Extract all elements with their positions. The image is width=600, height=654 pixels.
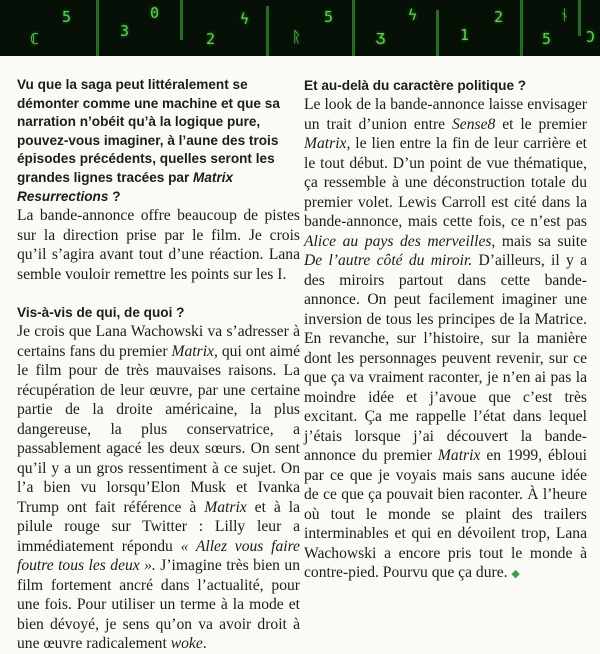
banner-glyph: 5 [324,8,334,26]
banner-glyph: 1 [460,26,470,44]
banner-glyph: ℂ [30,30,40,48]
banner-glyph: ϟ [408,6,418,24]
banner-glyph: 2 [206,30,216,48]
banner-glyph: 3 [120,22,130,40]
banner-glyph: ϟ [240,10,250,28]
banner-glyph: Ɔ [586,28,596,46]
interview-answer: La bande-annonce offre beaucoup de pistes sur la direction prise par le film. Je crois qu’il s’agira avant tout d’une réaction. Lana semble vouloir remettre les points sur les I. [17,207,300,283]
banner-glyph: 0 [150,4,160,22]
banner-glyph: 5 [542,30,552,48]
banner-glyph: Ʒ [376,30,386,48]
banner-glyph: ᚾ [560,6,570,24]
banner-glyph: 5 [62,8,72,26]
banner-glyph: ᚱ [292,28,302,46]
section-heading: Vis-à-vis de qui, de quoi ? [17,305,185,321]
banner-glyph: 2 [494,8,504,26]
matrix-code-banner [0,0,600,56]
section-heading: Et au-delà du caractère politique ? [304,78,527,93]
section-body: Je crois que Lana Wachowski va s’adresser à certains fans du premier Matrix, qui ont aimé le film pour de très mauvaises raisons. La récupération de leur œuvre, par une certaine partie de la droite américaine, la plus dangereuse, la plus conservatrice, a passablement agacé les deux sœurs. On sent qu’il y a un gros ressentiment à ce sujet. On l’a bien vu lorsqu’Elon Musk et Ivanka Trump ont fait référence à Matrix et à la pilule rouge sur Twitter : Lilly leur a immédiatement répondu « Allez vous faire foutre tous les deux ». J’imagine très bien un film fortement ancré dans l’actualité, pour une fois. Pour utiliser un terme à la mode et bien dévoyé, je sens qu’on va avoir droit à une œuvre radicalement woke. [17,323,301,653]
left-column [17,76,300,654]
right-column [304,76,587,585]
section-body: Le look de la bande-annonce laisse envisager un trait d’union entre Sense8 et le premier Matrix, le lien entre la fin de leur carrière et le tout début. D’un point de vue thématique, ça ressemble à une déconstruction totale du premier volet. Lewis Carroll est cité dans la bande-annonce, mais cette fois, ce n’est pas Alice au pays des merveilles, mais sa suite De l’autre côté du miroir. D’ailleurs, il y a des miroirs partout dans cette bande-annonce. On peut facilement imaginer une inversion de tous les principes de la Matrice. En revanche, sur l’histoire, sur la manière dont les personnages peuvent revenir, sur ce que ça va vraiment raconter, je n’en ai pas la moindre idée et j’avoue que c’est très excitant. Ça me rappelle l’état dans lequel j’étais lorsque j’ai découvert la bande-annonce du premier Matrix en 1999, ébloui par ce que je voyais mais sans aucune idée de ce que ça pouvait bien raconter. À l’heure où tout le monde se plaint des trailers interminables et qui en dévoilent trop, Lana Wachowski a encore pris tout le monde à contre-pied. Pourvu que ça dure. ◆ [304,96,588,581]
end-of-article-mark: ◆ [511,568,520,580]
interview-question: Vu que la saga peut littéralement se démonter comme une machine et que sa narration n’obéit qu’à la logique pure, pouvez-vous imaginer, à l’aune des trois épisodes précédents, quelles seront les grandes lignes tracées par Matrix Resurrections ? [17,77,280,204]
